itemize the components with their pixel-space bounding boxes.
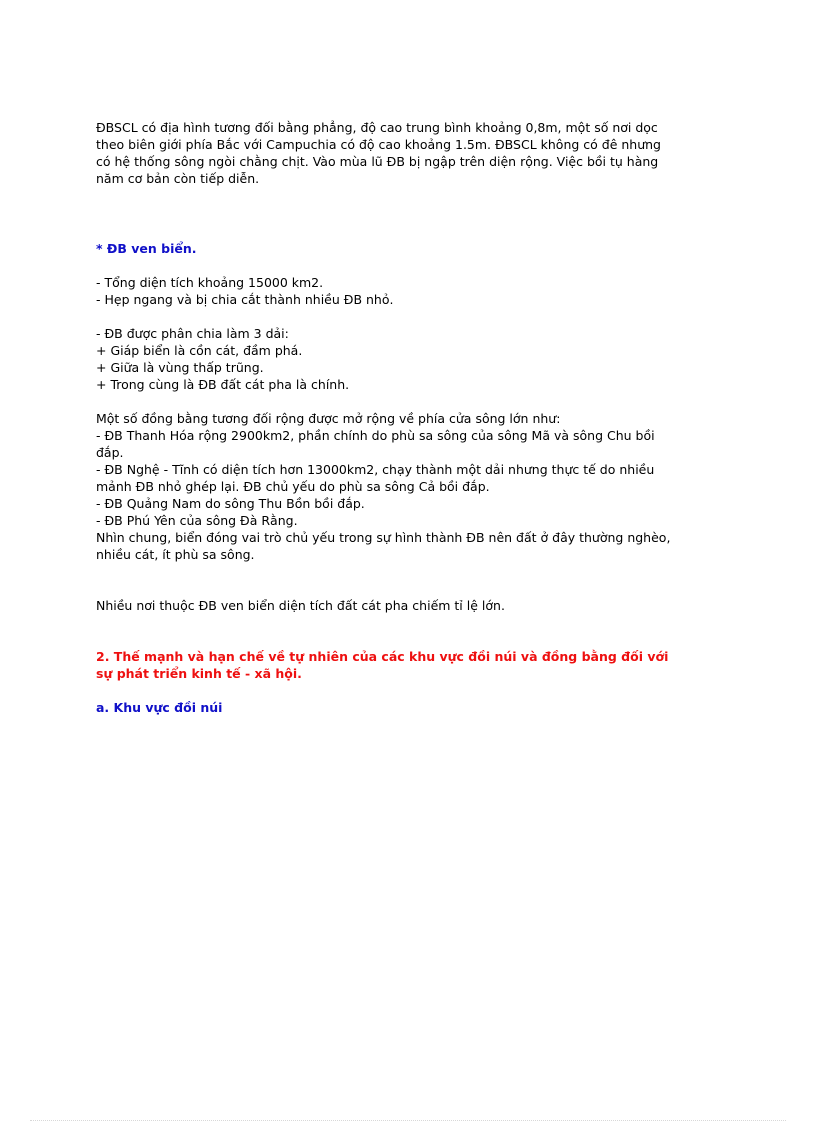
plain-line: - ĐB Nghệ - Tĩnh có diện tích hơn 13000km2, chạy thành một dải nhưng thực tế do nhiều [96,462,655,477]
coastal-zones [96,325,726,393]
mountain-region-subheading: a. Khu vực đồi núi [96,700,223,715]
page-bottom-divider [30,1120,786,1121]
plain-line: - ĐB Phú Yên của sông Đà Rằng. [96,513,298,528]
intro-paragraph [96,119,726,187]
section-2-heading-line: 2. Thế mạnh và hạn chế về tự nhiên của các khu vực đồi núi và đồng bằng đối với [96,649,669,664]
coastal-facts [96,274,726,308]
coastal-plain-heading: * ĐB ven biển. [96,241,197,256]
fact-line: - Hẹp ngang và bị chia cắt thành nhiều ĐB nhỏ. [96,292,394,307]
zone-line: + Giáp biển là cồn cát, đầm phá. [96,343,303,358]
document-page [96,119,726,716]
intro-line: năm cơ bản còn tiếp diễn. [96,171,260,186]
plain-line: - ĐB Quảng Nam do sông Thu Bồn bồi đắp. [96,496,365,511]
intro-line: ĐBSCL có địa hình tương đối bằng phẳng, độ cao trung bình khoảng 0,8m, một số nơi dọc [96,120,658,135]
zone-line: - ĐB được phân chia làm 3 dải: [96,326,289,341]
plain-line: mảnh ĐB nhỏ ghép lại. ĐB chủ yếu do phù sa sông Cả bồi đắp. [96,479,490,494]
plain-line: Một số đồng bằng tương đối rộng được mở rộng về phía cửa sông lớn như: [96,411,561,426]
section-2-heading-line: sự phát triển kinh tế - xã hội. [96,666,302,681]
intro-line: theo biên giới phía Bắc với Campuchia có độ cao khoảng 1.5m. ĐBSCL không có đê nhưng [96,137,661,152]
intro-line: có hệ thống sông ngòi chằng chịt. Vào mùa lũ ĐB bị ngập trên diện rộng. Việc bồi tụ hàng [96,154,659,169]
zone-line: + Giữa là vùng thấp trũng. [96,360,264,375]
plain-line: - ĐB Thanh Hóa rộng 2900km2, phần chính do phù sa sông của sông Mã và sông Chu bồi [96,428,655,443]
plain-line: nhiều cát, ít phù sa sông. [96,547,255,562]
plain-line: đắp. [96,445,124,460]
plain-line: Nhìn chung, biển đóng vai trò chủ yếu trong sự hình thành ĐB nên đất ở đây thường nghèo, [96,530,671,545]
sandy-soil-paragraph [96,597,726,614]
wide-plains-paragraph [96,410,726,563]
zone-line: + Trong cùng là ĐB đất cát pha là chính. [96,377,350,392]
fact-line: - Tổng diện tích khoảng 15000 km2. [96,275,324,290]
sandy-soil-line: Nhiều nơi thuộc ĐB ven biển diện tích đất cát pha chiếm tỉ lệ lớn. [96,598,505,613]
